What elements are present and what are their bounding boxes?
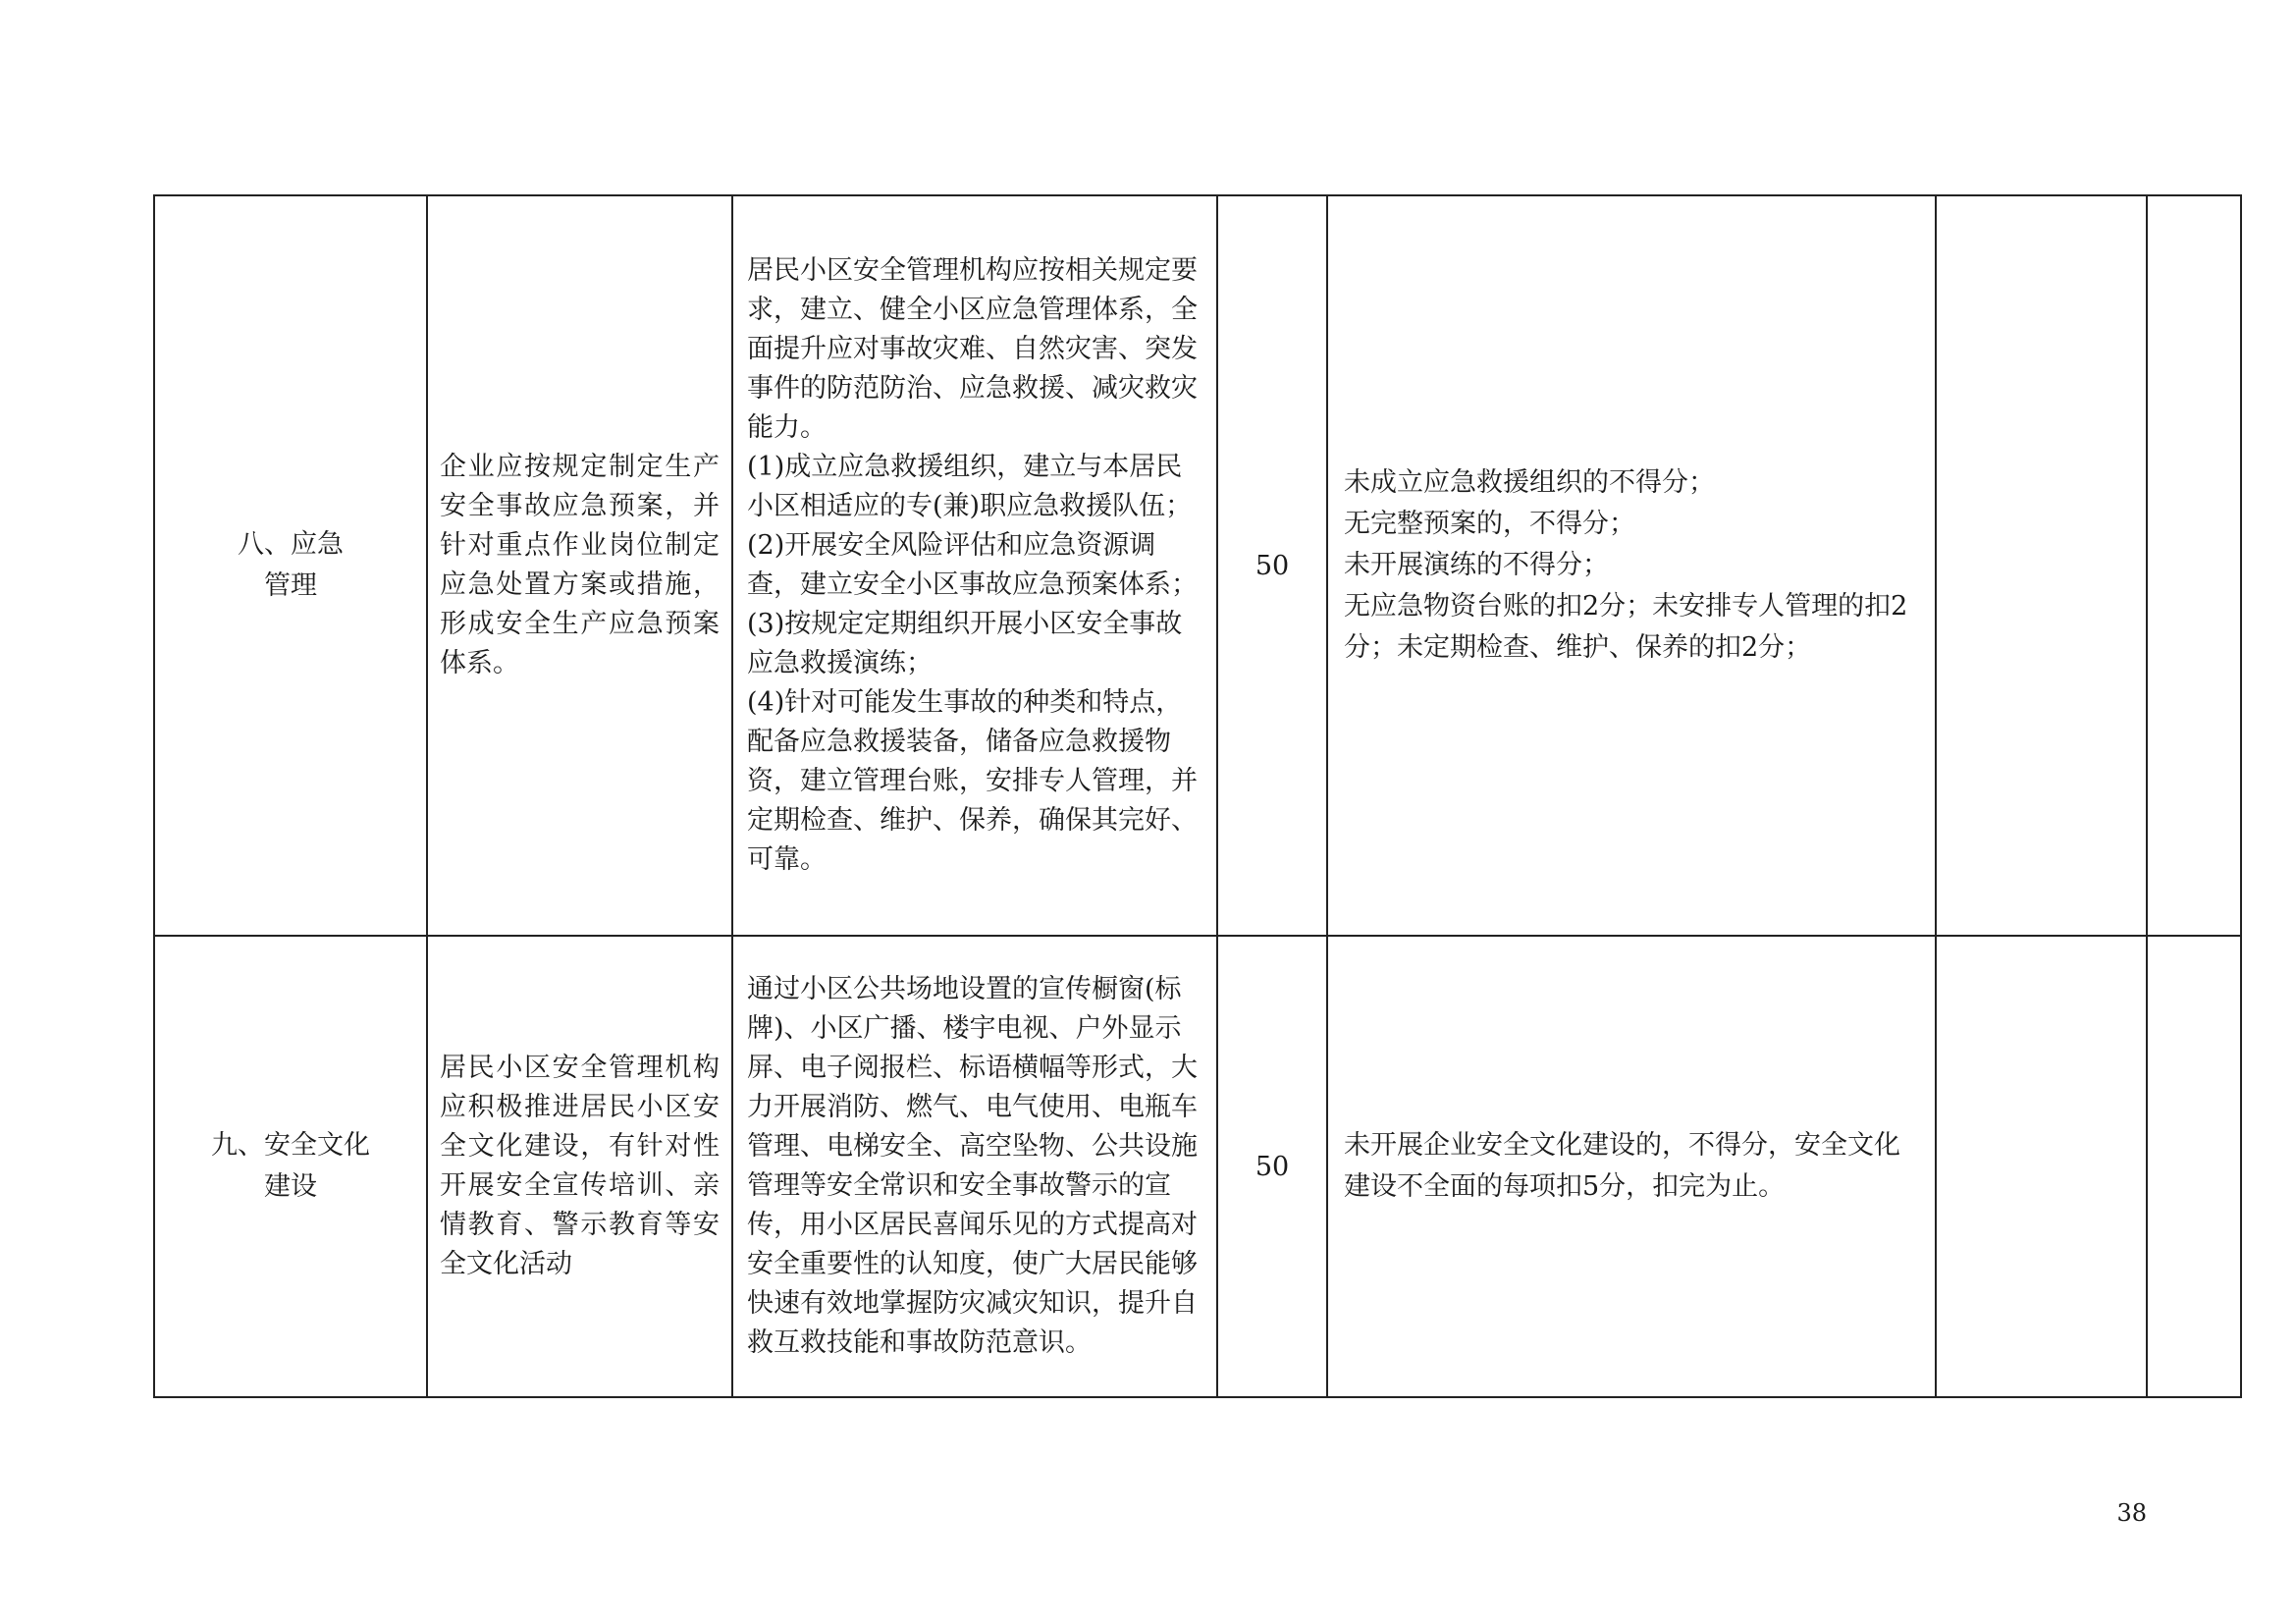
item-line: 建设 [264,1171,317,1202]
method-line: 未开展企业安全文化建设的，不得分，安全文化建设不全面的每项扣5分，扣完为止。 [1344,1130,1900,1202]
table-row [154,195,2241,936]
item-cell [154,936,427,1397]
method-line: 无应急物资台账的扣2分；未安排专人管理的扣2分；未定期检查、维护、保养的扣2分； [1344,591,1908,663]
detail-paragraph: (1)成立应急救援组织，建立与本居民小区相适应的专(兼)职应急救援队伍； [747,452,1193,521]
method-line: 无完整预案的，不得分； [1344,509,1635,539]
blank-cell [1936,195,2147,936]
page-number: 38 [2116,1499,2147,1527]
score-cell: 50 [1217,195,1327,936]
requirement-cell: 企业应按规定制定生产安全事故应急预案，并针对重点作业岗位制定应急处置方案或措施，形成安全生产应急预案体系。 [427,195,732,936]
method-line: 未成立应急救援组织的不得分； [1344,467,1715,498]
item-line: 九、安全文化 [211,1130,370,1161]
item-cell [154,195,427,936]
requirement-cell: 居民小区安全管理机构应积极推进居民小区安全文化建设，有针对性开展安全宣传培训、亲情教育、警示教育等安全文化活动 [427,936,732,1397]
detail-cell [732,195,1217,936]
item-line: 八、应急 [238,529,344,560]
blank-cell [2147,195,2241,936]
detail-paragraph: (2)开展安全风险评估和应急资源调查，建立安全小区事故应急预案体系； [747,530,1198,600]
score-cell: 50 [1217,936,1327,1397]
scoring-table-wrapper [153,194,2242,1398]
detail-paragraph: 居民小区安全管理机构应按相关规定要求，建立、健全小区应急管理体系，全面提升应对事故灾难、自然灾害、突发事件的防范防治、应急救援、减灾救灾能力。 [747,255,1198,443]
detail-paragraph: 通过小区公共场地设置的宣传橱窗(标牌)、小区广播、楼宇电视、户外显示屏、电子阅报栏、标语横幅等形式，大力开展消防、燃气、电气使用、电瓶车管理、电梯安全、高空坠物、公共设施管理等安全常识和安全事故警示的宣传，用小区居民喜闻乐见的方式提高对安全重要性的认知度，使广大居民能够快速有效地掌握防灾减灾知识，提升自救互救技能和事故防范意识。 [747,974,1198,1358]
blank-cell [2147,936,2241,1397]
item-line: 管理 [264,570,317,601]
detail-paragraph: (4)针对可能发生事故的种类和特点，配备应急救援装备，储备应急救援物资，建立管理台账，安排专人管理，并定期检查、维护、保养，确保其完好、可靠。 [747,687,1198,875]
method-cell [1327,195,1936,936]
method-line: 未开展演练的不得分； [1344,550,1609,580]
table-row [154,936,2241,1397]
blank-cell [1936,936,2147,1397]
detail-cell [732,936,1217,1397]
detail-paragraph: (3)按规定定期组织开展小区安全事故应急救援演练； [747,609,1183,678]
scoring-table [153,194,2242,1398]
method-cell [1327,936,1936,1397]
